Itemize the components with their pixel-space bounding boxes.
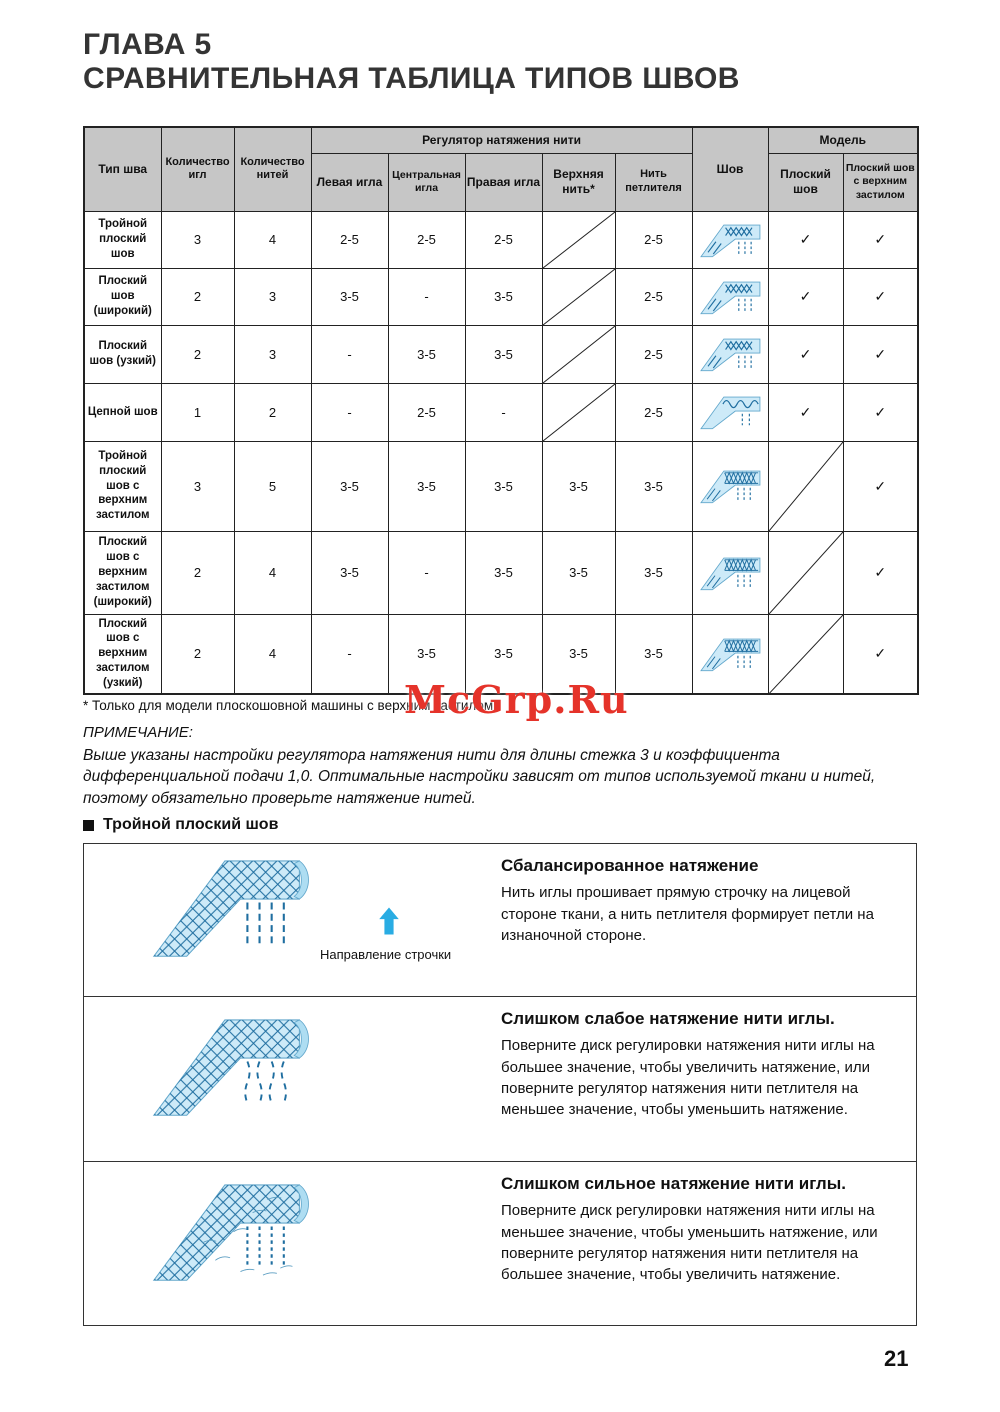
model-flat-cell: ✓ — [768, 211, 843, 268]
table-row — [84, 211, 918, 268]
seam-comparison-table — [83, 126, 919, 695]
looper-thread-cell: 2-5 — [615, 268, 692, 325]
upper-thread-cell — [542, 383, 615, 441]
model-flat-cell — [768, 531, 843, 614]
header-model-flat-cover: Плоский шов с верхним застилом — [843, 153, 918, 211]
center-needle-cell: - — [388, 268, 465, 325]
thread-count-cell: 4 — [234, 211, 311, 268]
table-row — [84, 268, 918, 325]
needle-count-cell: 2 — [161, 325, 234, 383]
needle-count-cell: 2 — [161, 614, 234, 694]
table-row — [84, 441, 918, 531]
tension-description — [501, 844, 916, 996]
stitch-direction-caption: Направление строчки — [320, 947, 452, 962]
center-needle-cell: 2-5 — [388, 383, 465, 441]
seam-illustration-cell — [692, 211, 768, 268]
tight-stitch-illustration — [148, 1178, 326, 1308]
right-needle-cell: 3-5 — [465, 531, 542, 614]
header-model-flat: Плоский шов — [768, 153, 843, 211]
note-label: ПРИМЕЧАНИЕ: — [83, 724, 193, 741]
seam-type-cell: Плоский шов (узкий) — [84, 325, 161, 383]
model-cover-cell: ✓ — [843, 383, 918, 441]
header-center-needle: Центральная игла — [388, 153, 465, 211]
header-tension-group: Регулятор натяжения нити — [311, 127, 692, 153]
right-needle-cell: 3-5 — [465, 614, 542, 694]
stitch-direction-arrow-icon — [378, 900, 400, 942]
crossed-out-diagonal — [543, 212, 615, 268]
needle-count-cell: 1 — [161, 383, 234, 441]
needle-count-cell: 3 — [161, 441, 234, 531]
page-title: СРАВНИТЕЛЬНАЯ ТАБЛИЦА ТИПОВ ШВОВ — [83, 61, 740, 95]
tension-description — [501, 997, 916, 1161]
right-needle-cell: 3-5 — [465, 325, 542, 383]
seam-type-cell: Плоский шов (широкий) — [84, 268, 161, 325]
page-header — [83, 28, 740, 96]
right-needle-cell: 3-5 — [465, 441, 542, 531]
model-cover-cell: ✓ — [843, 441, 918, 531]
table-row — [84, 383, 918, 441]
section-heading — [83, 816, 278, 834]
watermark-text: McGrp.Ru — [404, 677, 629, 722]
tight-tension-row — [84, 1161, 916, 1325]
upper-thread-cell — [542, 211, 615, 268]
looper-thread-cell: 2-5 — [615, 383, 692, 441]
seam-type-cell: Плоский шов с верхним застилом (широкий) — [84, 531, 161, 614]
model-cover-cell: ✓ — [843, 268, 918, 325]
model-cover-cell: ✓ — [843, 211, 918, 268]
left-needle-cell: - — [311, 325, 388, 383]
left-needle-cell: 3-5 — [311, 441, 388, 531]
crossed-out-diagonal — [769, 615, 843, 694]
model-flat-cell: ✓ — [768, 268, 843, 325]
flat-cover-seam-narrow-icon — [696, 632, 764, 676]
looper-thread-cell: 2-5 — [615, 211, 692, 268]
seam-illustration-cell — [692, 268, 768, 325]
section-title: Тройной плоский шов — [103, 816, 279, 833]
model-cover-cell: ✓ — [843, 325, 918, 383]
thread-count-cell: 4 — [234, 614, 311, 694]
left-needle-cell: - — [311, 614, 388, 694]
header-right-needle: Правая игла — [465, 153, 542, 211]
flat-cover-seam-wide-icon — [696, 551, 764, 595]
tension-description — [501, 1162, 916, 1325]
header-needle-count: Количество игл — [161, 127, 234, 211]
header-thread-count: Количество нитей — [234, 127, 311, 211]
left-needle-cell: 3-5 — [311, 531, 388, 614]
seam-type-cell: Цепной шов — [84, 383, 161, 441]
balanced-stitch-illustration — [148, 854, 326, 984]
model-flat-cell — [768, 614, 843, 694]
needle-count-cell: 2 — [161, 531, 234, 614]
seam-type-cell: Тройной плоский шов с верхним застилом — [84, 441, 161, 531]
seam-type-cell: Плоский шов с верхним застилом (узкий) — [84, 614, 161, 694]
thread-count-cell: 3 — [234, 325, 311, 383]
needle-count-cell: 3 — [161, 211, 234, 268]
header-upper-thread: Верхняя нить* — [542, 153, 615, 211]
tension-text: Поверните диск регулировки натяжения нити иглы на меньшее значение, чтобы уменьшить натяжение, или поверните регулятор натяжения нити петлителя на большее значение, чтобы увеличить натяжение. — [501, 1202, 878, 1284]
right-needle-cell: 3-5 — [465, 268, 542, 325]
illustration-area — [84, 1162, 501, 1325]
page-number: 21 — [884, 1346, 909, 1371]
table-row — [84, 531, 918, 614]
flat-seam-narrow-icon — [696, 332, 764, 376]
center-needle-cell: 2-5 — [388, 211, 465, 268]
looper-thread-cell: 2-5 — [615, 325, 692, 383]
tension-text: Нить иглы прошивает прямую строчку на лицевой стороне ткани, а нить петлителя формирует петли на изнаночной стороне. — [501, 884, 874, 944]
header-model-group: Модель — [768, 127, 918, 153]
tension-text: Поверните диск регулировки натяжения нити иглы на большее значение, чтобы увеличить натяжение, или поверните регулятор натяжения нити петлителя на меньшее значение, чтобы уменьшить натяжение. — [501, 1037, 875, 1119]
model-cover-cell: ✓ — [843, 614, 918, 694]
illustration-area — [84, 844, 501, 996]
seam-table-body — [84, 211, 918, 694]
triple-flat-cover-seam-icon — [696, 464, 764, 508]
header-left-needle: Левая игла — [311, 153, 388, 211]
seam-illustration-cell — [692, 325, 768, 383]
upper-thread-cell: 3-5 — [542, 441, 615, 531]
center-needle-cell: 3-5 — [388, 614, 465, 694]
tension-examples-box — [83, 843, 917, 1326]
triple-flat-seam-icon — [696, 218, 764, 262]
crossed-out-diagonal — [543, 384, 615, 441]
model-flat-cell: ✓ — [768, 383, 843, 441]
crossed-out-diagonal — [769, 532, 843, 614]
left-needle-cell: 3-5 — [311, 268, 388, 325]
looper-thread-cell: 3-5 — [615, 531, 692, 614]
looper-thread-cell: 3-5 — [615, 614, 692, 694]
seam-illustration-cell — [692, 614, 768, 694]
upper-thread-cell: 3-5 — [542, 614, 615, 694]
tension-heading: Слишком слабое натяжение нити иглы. — [501, 1009, 835, 1028]
header-looper-thread: Нить петлителя — [615, 153, 692, 211]
seam-type-cell: Тройной плоский шов — [84, 211, 161, 268]
flat-seam-wide-icon — [696, 275, 764, 319]
thread-count-cell: 5 — [234, 441, 311, 531]
chain-seam-icon — [696, 390, 764, 434]
looper-thread-cell: 3-5 — [615, 441, 692, 531]
left-needle-cell: 2-5 — [311, 211, 388, 268]
center-needle-cell: - — [388, 531, 465, 614]
seam-illustration-cell — [692, 383, 768, 441]
header-seam-type: Тип шва — [84, 127, 161, 211]
right-needle-cell: - — [465, 383, 542, 441]
crossed-out-diagonal — [543, 269, 615, 325]
tension-heading: Сбалансированное натяжение — [501, 856, 759, 875]
table-header-row-1 — [84, 127, 918, 153]
seam-illustration-cell — [692, 441, 768, 531]
note-text: Выше указаны настройки регулятора натяжения нити для длины стежка 3 и коэффициента дифференциальной подачи 1,0. Оптимальные настройки зависят от типов используемой ткани и нитей, поэтому обязательно проверьте натяжение нитей. — [83, 747, 876, 807]
seam-illustration-cell — [692, 531, 768, 614]
left-needle-cell: - — [311, 383, 388, 441]
loose-tension-row — [84, 996, 916, 1161]
balanced-tension-row — [84, 844, 916, 996]
loose-stitch-illustration — [148, 1013, 326, 1143]
model-flat-cell: ✓ — [768, 325, 843, 383]
center-needle-cell: 3-5 — [388, 441, 465, 531]
table-row — [84, 325, 918, 383]
thread-count-cell: 4 — [234, 531, 311, 614]
square-bullet-icon — [83, 820, 94, 831]
chapter-title: ГЛАВА 5 — [83, 28, 212, 61]
upper-thread-cell — [542, 268, 615, 325]
model-flat-cell — [768, 441, 843, 531]
header-seam: Шов — [692, 127, 768, 211]
upper-thread-cell — [542, 325, 615, 383]
upper-thread-cell: 3-5 — [542, 531, 615, 614]
center-needle-cell: 3-5 — [388, 325, 465, 383]
tension-heading: Слишком сильное натяжение нити иглы. — [501, 1174, 846, 1193]
crossed-out-diagonal — [543, 326, 615, 383]
thread-count-cell: 2 — [234, 383, 311, 441]
thread-count-cell: 3 — [234, 268, 311, 325]
model-cover-cell: ✓ — [843, 531, 918, 614]
table-footnote: * Только для модели плоскошовной машины с верхним застилом. — [83, 698, 497, 713]
right-needle-cell: 2-5 — [465, 211, 542, 268]
seam-comparison-table-wrap — [83, 126, 917, 695]
needle-count-cell: 2 — [161, 268, 234, 325]
illustration-area — [84, 997, 501, 1161]
crossed-out-diagonal — [769, 442, 843, 531]
